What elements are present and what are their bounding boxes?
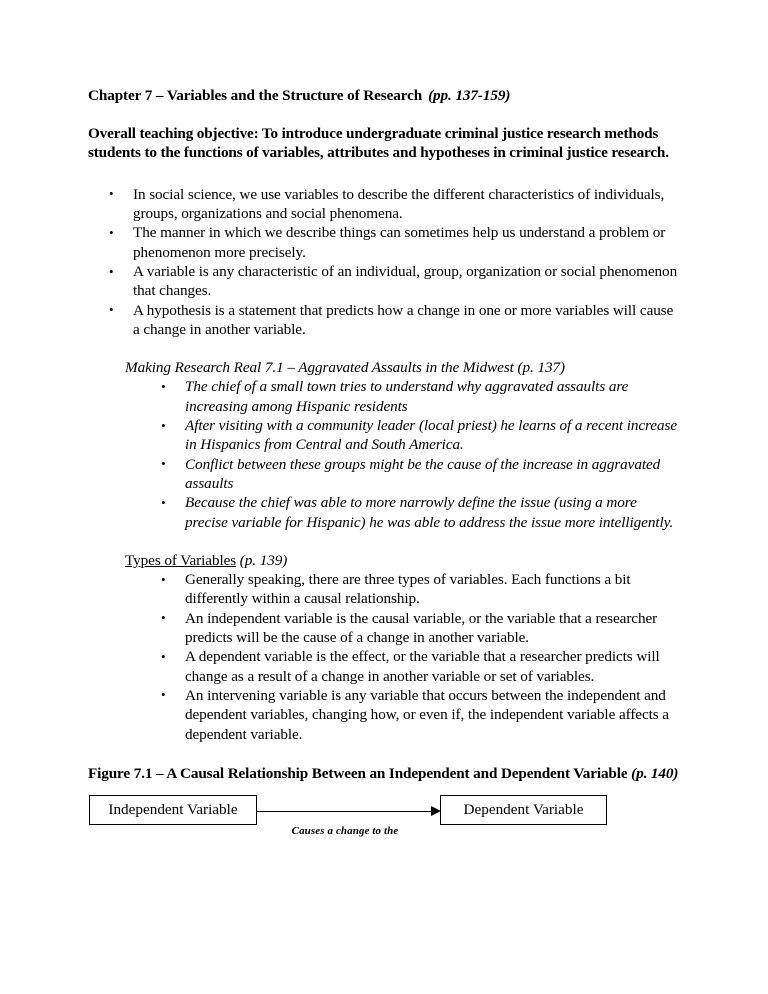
list-item: • The chief of a small town tries to understand why aggravated assaults are increasing among Hispanic residents: [125, 377, 682, 416]
making-research-real-section: [88, 358, 682, 532]
dependent-variable-box: [440, 795, 607, 825]
dependent-variable-label: Dependent Variable: [463, 801, 584, 819]
list-item: • In social science, we use variables to describe the different characteristics of individuals, groups, organizations and social phenomena.: [88, 185, 682, 224]
independent-variable-box: [89, 795, 257, 825]
chapter-heading: [88, 86, 682, 105]
figure-caption: [88, 764, 682, 783]
list-item: • Generally speaking, there are three types of variables. Each functions a bit differently within a causal relationship.: [125, 570, 682, 609]
list-item: • After visiting with a community leader (local priest) he learns of a recent increase in Hispanics from Central and South America.: [125, 416, 682, 455]
causal-arrow-label: Causes a change to the: [291, 825, 399, 837]
types-of-variables-section: [88, 551, 682, 744]
types-of-variables-heading-text: Types of Variables: [125, 551, 237, 569]
document-body: [88, 86, 682, 798]
figure-caption-pageref: (p. 140): [627, 764, 679, 782]
causal-relationship-diagram: [88, 795, 688, 855]
independent-variable-label: Independent Variable: [108, 801, 238, 819]
list-item: • A variable is any characteristic of an individual, group, organization or social phenomenon that changes.: [88, 262, 682, 301]
list-item: • An independent variable is the causal variable, or the variable that a researcher predicts will be the cause of a change in another variable.: [125, 609, 682, 648]
causal-arrow-line: [257, 811, 433, 812]
figure-caption-title: Figure 7.1 – A Causal Relationship Between an Independent and Dependent Variable: [88, 764, 628, 782]
main-bullet-list: [88, 185, 682, 339]
list-item: • Conflict between these groups might be the cause of the increase in aggravated assaults: [125, 455, 682, 494]
list-item: • An intervening variable is any variable that occurs between the independent and dependent variables, changing how, or even if, the independent variable affects a dependent variable.: [125, 686, 682, 744]
list-item: • The manner in which we describe things can sometimes help us understand a problem or phenomenon more precisely.: [88, 223, 682, 262]
making-research-real-heading: Making Research Real 7.1 – Aggravated Assaults in the Midwest (p. 137): [125, 359, 565, 377]
types-of-variables-heading: [125, 551, 682, 570]
teaching-objective: Overall teaching objective: To introduce undergraduate criminal justice research methods students to the functions of variables, attributes and hypotheses in criminal justice research.: [88, 125, 669, 162]
types-of-variables-bullet-list: [125, 570, 682, 744]
chapter-title-text: Chapter 7 – Variables and the Structure of Research: [88, 87, 423, 104]
list-item: • Because the chief was able to more narrowly define the issue (using a more precise variable for Hispanic) he was able to address the issue more intelligently.: [125, 493, 682, 532]
making-research-real-bullet-list: [125, 377, 682, 531]
list-item: • A hypothesis is a statement that predicts how a change in one or more variables will cause a change in another variable.: [88, 301, 682, 340]
types-of-variables-pageref: (p. 139): [236, 551, 288, 569]
list-item: • A dependent variable is the effect, or the variable that a researcher predicts will change as a result of a change in another variable or set of variables.: [125, 647, 682, 686]
chapter-page-range: (pp. 137-159): [428, 87, 511, 104]
